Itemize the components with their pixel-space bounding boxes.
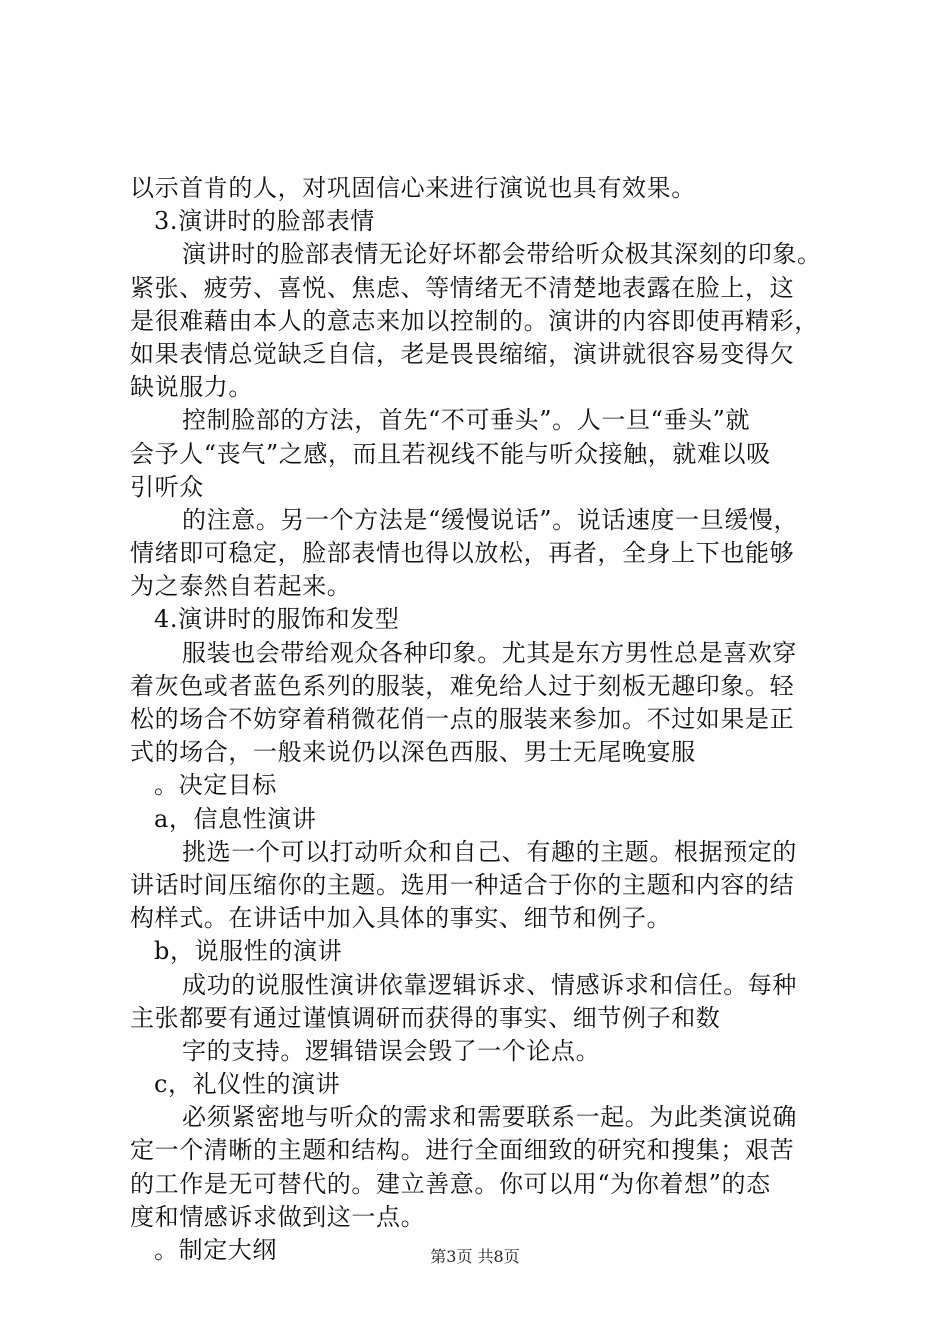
text-line: 定一个清晰的主题和结构。进行全面细致的研究和搜集；艰苦 [130, 1136, 795, 1165]
text-line: 紧张、疲劳、喜悦、焦虑、等情绪无不清楚地表露在脸上，这 [130, 273, 795, 302]
text-line: 引听众 [130, 472, 204, 501]
text-line: 的注意。另一个方法是“缓慢说话”。说话速度一旦缓慢， [182, 505, 799, 534]
section-heading: 。决定目标 [154, 771, 277, 800]
text-line: 松的场合不妨穿着稍微花俏一点的服装来参加。不过如果是正 [130, 705, 795, 733]
text-line: 着灰色或者蓝色系列的服装，难免给人过于刻板无趣印象。轻 [130, 671, 795, 700]
text-line: 式的场合，一般来说仍以深色西服、男士无尾晚宴服 [130, 738, 696, 767]
text-line: 的工作是无可替代的。建立善意。你可以用“为你着想”的态 [130, 1169, 771, 1198]
text-line: 度和情感诉求做到这一点。 [130, 1202, 426, 1231]
text-line: 成功的说服性演讲依靠逻辑诉求、情感诉求和信任。每种 [182, 970, 797, 999]
text-line: 控制脸部的方法，首先“不可垂头”。人一旦“垂头”就 [182, 406, 751, 435]
body-text [130, 172, 830, 1267]
text-line: 字的支持。逻辑错误会毁了一个论点。 [182, 1036, 601, 1065]
text-line: 演讲时的脸部表情无论好坏都会带给听众极其深刻的印象。 [182, 240, 822, 269]
text-line: 服装也会带给观众各种印象。尤其是东方男性总是喜欢穿 [182, 638, 797, 667]
text-line: 如果表情总觉缺乏自信，老是畏畏缩缩，演讲就很容易变得欠 [130, 339, 795, 368]
text-line: 情绪即可稳定，脸部表情也得以放松，再者，全身上下也能够 [130, 539, 795, 568]
text-line: 为之泰然自若起来。 [130, 572, 352, 601]
section-heading: b，说服性的演讲 [154, 937, 343, 966]
text-line: 构样式。在讲话中加入具体的事实、细节和例子。 [130, 904, 672, 933]
text-line: 必须紧密地与听众的需求和需要联系一起。为此类演说确 [182, 1103, 797, 1132]
text-line: 缺说服力。 [130, 373, 253, 402]
section-heading: c，礼仪性的演讲 [154, 1070, 341, 1099]
text-line: 讲话时间压缩你的主题。选用一种适合于你的主题和内容的结 [130, 870, 795, 899]
section-heading: 3.演讲时的脸部表情 [154, 207, 375, 236]
text-line: 主张都要有通过谨慎调研而获得的事实、细节例子和数 [130, 1003, 721, 1032]
section-heading: a，信息性演讲 [154, 804, 317, 833]
text-line: 是很难藉由本人的意志来加以控制的。演讲的内容即使再精彩， [130, 306, 819, 335]
section-heading: 。制定大纲 [154, 1236, 277, 1264]
section-heading: 4.演讲时的服饰和发型 [154, 605, 400, 634]
text-line: 会予人“丧气”之感，而且若视线不能与听众接触，就难以吸 [130, 439, 771, 468]
text-line: 挑选一个可以打动听众和自己、有趣的主题。根据预定的 [182, 837, 797, 866]
page-footer: 第3页 共8页 [430, 1247, 520, 1266]
text-line: 以示首肯的人，对巩固信心来进行演说也具有效果。 [130, 174, 696, 202]
